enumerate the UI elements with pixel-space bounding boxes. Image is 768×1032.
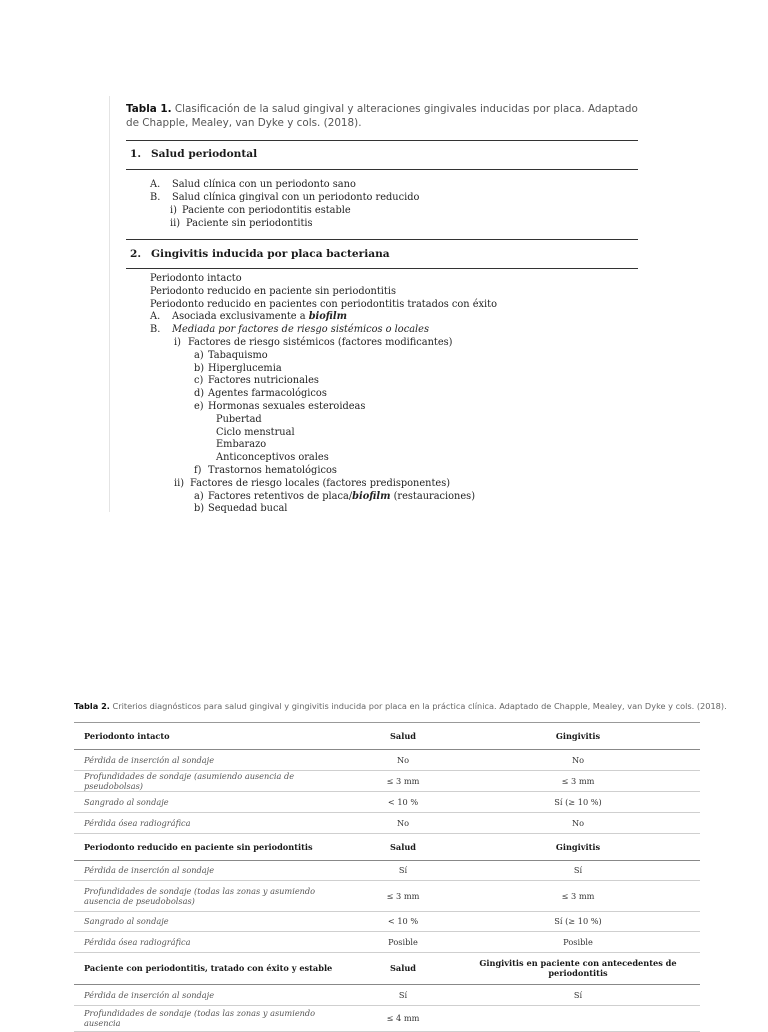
row-label: Periodonto intacto — [84, 730, 170, 741]
gingivitis-value — [474, 1005, 682, 1031]
list-item-marker: i) — [170, 205, 177, 216]
row-label: Periodonto reducido en paciente sin periodontitis — [84, 841, 313, 852]
salud-value: No — [396, 817, 410, 828]
list-item-text: Periodonto intacto — [150, 273, 242, 284]
row-label: Profundidades de sondaje (asumiendo ausencia de pseudobolsas) — [84, 770, 295, 791]
list-item — [150, 272, 242, 285]
salud-value: Salud — [389, 841, 416, 852]
gingivitis-value: No — [571, 754, 585, 765]
salud-value: < 10 % — [387, 796, 419, 807]
list-item-text: Periodonto reducido en paciente sin periodontitis — [150, 285, 396, 297]
gingivitis-value: ≤ 3 mm — [561, 890, 595, 901]
list-item — [150, 310, 347, 323]
list-item — [170, 217, 313, 230]
row-label: Pérdida de inserción al sondaje — [84, 754, 215, 765]
table-row — [74, 770, 700, 792]
table-1-caption-label: Tabla 1. — [126, 103, 172, 115]
list-item-text: Asociada exclusivamente a — [172, 311, 306, 323]
salud-value: Posible — [388, 936, 418, 947]
salud-value: ≤ 4 mm — [386, 1013, 420, 1023]
list-item-marker: B. — [150, 192, 161, 203]
list-item-marker: f) — [194, 465, 202, 476]
salud-value: Salud — [389, 963, 416, 973]
row-label: Sangrado al sondaje — [84, 916, 169, 926]
list-item-text: Sequedad bucal — [208, 503, 288, 515]
list-item — [194, 387, 327, 400]
gingivitis-value: Gingivitis — [555, 730, 601, 741]
table-row — [74, 812, 700, 834]
table-section-header-row — [74, 952, 700, 985]
list-item-marker: i) — [174, 337, 181, 348]
list-item-text: Factores nutricionales — [208, 375, 319, 387]
list-item-text: Factores de riesgo locales (factores predisponentes) — [190, 477, 451, 489]
gingivitis-value: Sí (≥ 10 %) — [554, 916, 602, 926]
list-item-text: Pubertad — [216, 413, 262, 425]
list-item — [194, 400, 365, 413]
list-item-text: Salud clínica gingival con un periodonto reducido — [172, 192, 420, 203]
table-row — [74, 749, 700, 771]
salud-value: < 10 % — [387, 916, 419, 926]
list-item-marker: b) — [194, 503, 205, 515]
gingivitis-value: Posible — [563, 936, 593, 947]
row-label: Profundidades de sondaje (todas las zonas y asumiendo ausencia de pseudobolsas) — [84, 885, 316, 906]
list-item — [150, 298, 497, 311]
table-2-caption-label: Tabla 2. — [74, 701, 110, 711]
list-item — [194, 374, 319, 387]
list-item-marker: b) — [194, 362, 205, 374]
table-2-caption-text: Criterios diagnósticos para salud gingival y gingivitis inducida por placa en la práctica clínica. Adaptado de Chapple, Mealey, van Dyke y cols. (2018). — [112, 701, 727, 711]
list-item — [194, 349, 268, 362]
list-item-text-after: (restauraciones) — [390, 490, 476, 502]
list-item-marker: ii) — [170, 218, 181, 229]
salud-value: ≤ 3 mm — [386, 775, 420, 786]
list-item-text: Periodonto reducido en pacientes con periodontitis tratados con éxito — [150, 298, 498, 310]
salud-value: ≤ 3 mm — [386, 890, 420, 901]
salud-value: Salud — [389, 730, 416, 741]
list-item-text: Paciente con periodontitis estable — [182, 205, 351, 216]
table-1-section-1-title: 1. Salud periodontal — [130, 148, 258, 160]
list-item-emphasis: biofilm — [352, 490, 391, 502]
list-item — [174, 477, 450, 490]
table-row — [74, 880, 700, 912]
row-label: Profundidades de sondaje (todas las zonas y asumiendo ausencia — [84, 1008, 316, 1028]
list-item-emphasis: biofilm — [308, 311, 348, 323]
list-item-text: Salud clínica con un periodonto sano — [172, 179, 356, 190]
list-item — [194, 464, 337, 477]
gingivitis-value: Gingivitis en paciente con antecedentes de periodontitis — [479, 958, 677, 978]
table-section-header-row — [74, 833, 700, 861]
table-row — [74, 911, 700, 932]
gingivitis-value: ≤ 3 mm — [561, 775, 595, 786]
row-label: Pérdida de inserción al sondaje — [84, 989, 215, 1000]
list-item — [174, 336, 452, 349]
list-item-text: Ciclo menstrual — [216, 426, 295, 438]
table-1 — [126, 102, 638, 515]
table-row — [74, 931, 700, 953]
gingivitis-value: Gingivitis — [555, 841, 601, 852]
table-1-caption-text: Clasificación de la salud gingival y alteraciones gingivales inducidas por placa. Adaptado de Chapple, Mealey, van Dyke y cols. (2018). — [126, 103, 638, 130]
gingivitis-value: Sí — [573, 989, 583, 1000]
list-item — [216, 438, 266, 451]
row-label: Paciente con periodontitis, tratado con éxito y estable — [84, 963, 333, 973]
list-item-text: Hormonas sexuales esteroideas — [208, 401, 366, 412]
row-label: Pérdida ósea radiográfica — [84, 817, 191, 828]
gingivitis-value: No — [571, 817, 585, 828]
list-item-text: Factores de riesgo sistémicos (factores modificantes) — [188, 337, 453, 348]
table-section-header-row — [74, 722, 700, 750]
table-1-rule — [126, 169, 638, 170]
table-1-rule — [126, 239, 638, 240]
list-item — [216, 413, 262, 426]
list-item — [194, 362, 282, 375]
list-item-marker: ii) — [174, 477, 185, 489]
list-item — [150, 323, 429, 336]
table-1-section-2-title: 2. Gingivitis inducida por placa bacteriana — [130, 248, 390, 260]
salud-value: Sí — [398, 865, 408, 875]
table-row — [74, 1005, 700, 1032]
table-1-rule — [126, 268, 638, 269]
table-2-caption — [74, 700, 727, 712]
table-2 — [74, 700, 727, 1028]
row-label: Pérdida de inserción al sondaje — [84, 865, 215, 875]
table-row — [74, 791, 700, 813]
list-item-marker: a) — [194, 349, 204, 361]
row-label: Sangrado al sondaje — [84, 796, 169, 807]
list-item-marker: d) — [194, 388, 205, 400]
page-edge-line — [109, 96, 110, 512]
list-item-marker: A. — [150, 311, 161, 323]
list-item-text: Tabaquismo — [208, 349, 268, 361]
list-item-text: Mediada por factores de riesgo sistémicos o locales — [172, 324, 429, 336]
list-item-text: Embarazo — [216, 439, 267, 451]
list-item-text: Factores retentivos de placa/ — [208, 490, 353, 502]
table-1-caption — [126, 102, 638, 131]
list-item — [150, 285, 396, 298]
list-item — [194, 502, 287, 515]
list-item-marker: e) — [194, 401, 204, 412]
list-item-text: Hiperglucemia — [208, 362, 282, 374]
list-item-text: Anticonceptivos orales — [216, 452, 329, 464]
list-item — [216, 451, 329, 464]
list-item-text: Paciente sin periodontitis — [186, 218, 313, 229]
table-row — [74, 860, 700, 881]
gingivitis-value: Sí — [573, 865, 583, 875]
list-item — [150, 178, 356, 191]
salud-value: Sí — [398, 989, 408, 1000]
table-1-rule — [126, 140, 638, 141]
list-item-marker: c) — [194, 375, 204, 387]
gingivitis-value: Sí (≥ 10 %) — [554, 796, 602, 807]
table-row — [74, 984, 700, 1006]
list-item — [216, 426, 295, 439]
list-item — [170, 204, 351, 217]
list-item — [194, 490, 475, 503]
list-item-marker: B. — [150, 324, 161, 336]
list-item-text: Agentes farmacológicos — [208, 388, 327, 400]
list-item-text: Trastornos hematológicos — [208, 465, 337, 476]
row-label: Pérdida ósea radiográfica — [84, 936, 191, 947]
list-item-marker: A. — [150, 179, 161, 190]
list-item — [150, 191, 419, 204]
salud-value: No — [396, 754, 410, 765]
list-item-marker: a) — [194, 490, 204, 502]
